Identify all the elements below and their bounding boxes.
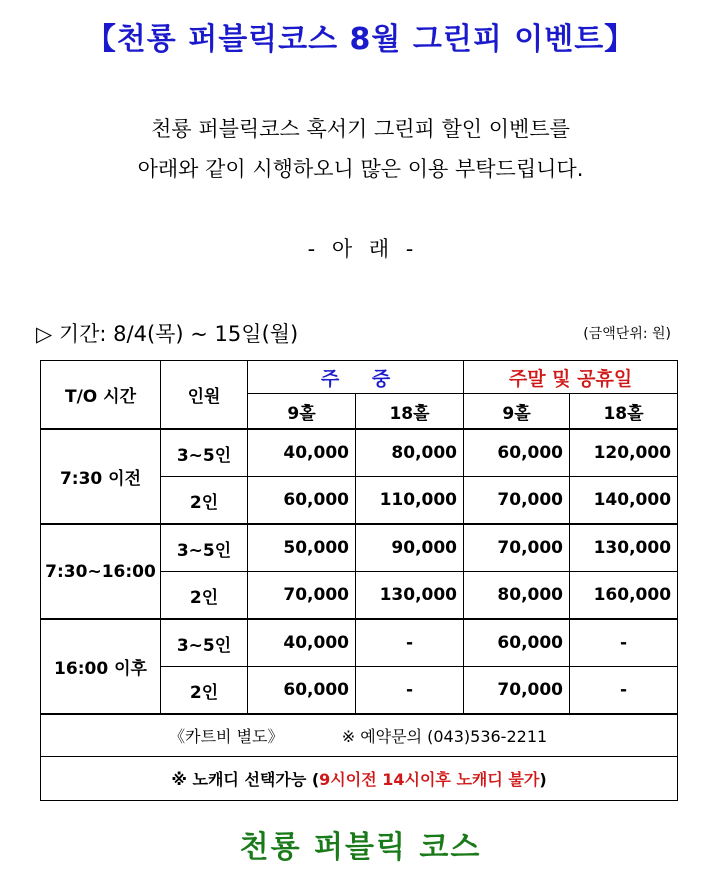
header-weekend-18: 18홀: [570, 394, 678, 430]
price-cell: 130,000: [356, 572, 464, 620]
unit-note: (금액단위: 원): [583, 326, 671, 342]
below-label: - 아 래 -: [307, 237, 414, 261]
price-cell: -: [570, 619, 678, 667]
price-cell: 40,000: [248, 619, 356, 667]
header-weekday-18: 18홀: [356, 394, 464, 430]
intro-line-2: 아래와 같이 시행하오니 많은 이용 부탁드립니다.: [137, 157, 584, 181]
price-cell: 60,000: [248, 667, 356, 715]
time-slot: 16:00 이후: [41, 619, 161, 714]
cart-fee-note: 《카트비 별도》: [169, 727, 284, 746]
header-weekend-9: 9홀: [464, 394, 570, 430]
header-weekday-9: 9홀: [248, 394, 356, 430]
price-cell: -: [356, 619, 464, 667]
caddie-note-suffix: ): [539, 770, 547, 789]
caddie-note-warning: 9시이전 14시이후 노캐디 불가: [319, 770, 540, 789]
header-time: T/O 시간: [41, 361, 161, 430]
price-cell: -: [570, 667, 678, 715]
table-row: [41, 524, 678, 572]
price-cell: 80,000: [356, 429, 464, 477]
reservation-note: ※ 예약문의 (043)536-2211: [341, 727, 548, 746]
price-cell: 160,000: [570, 572, 678, 620]
price-cell: 130,000: [570, 524, 678, 572]
caddie-note-prefix: ※ 노캐디 선택가능 (: [171, 770, 320, 789]
page-title: 【천룡 퍼블릭코스 8월 그린피 이벤트】: [85, 22, 636, 57]
header-weekend: 주말 및 공휴일: [464, 361, 678, 394]
price-cell: 90,000: [356, 524, 464, 572]
people-cell: 2인: [161, 477, 248, 525]
note-row-caddie: [41, 757, 678, 801]
price-cell: 80,000: [464, 572, 570, 620]
time-slot: 7:30~16:00: [41, 524, 161, 619]
table-row: [41, 429, 678, 477]
price-cell: 60,000: [464, 429, 570, 477]
price-cell: 70,000: [464, 667, 570, 715]
price-cell: 60,000: [464, 619, 570, 667]
price-cell: 70,000: [464, 524, 570, 572]
price-cell: 120,000: [570, 429, 678, 477]
intro-line-1: 천룡 퍼블릭코스 혹서기 그린피 할인 이벤트를: [151, 117, 570, 141]
price-cell: 70,000: [248, 572, 356, 620]
price-cell: 140,000: [570, 477, 678, 525]
people-cell: 2인: [161, 572, 248, 620]
price-cell: 50,000: [248, 524, 356, 572]
price-cell: 40,000: [248, 429, 356, 477]
price-cell: 60,000: [248, 477, 356, 525]
people-cell: 3~5인: [161, 429, 248, 477]
price-cell: 70,000: [464, 477, 570, 525]
people-cell: 3~5인: [161, 524, 248, 572]
table-header-row: [41, 361, 678, 394]
footer-brand: 천룡 퍼블릭 코스: [239, 830, 482, 865]
header-weekday: 주 중: [248, 361, 464, 394]
event-period: ▷ 기간: 8/4(목) ~ 15일(월): [36, 322, 299, 346]
price-cell: 110,000: [356, 477, 464, 525]
price-cell: -: [356, 667, 464, 715]
people-cell: 3~5인: [161, 619, 248, 667]
header-people: 인원: [161, 361, 248, 430]
table-row: [41, 619, 678, 667]
people-cell: 2인: [161, 667, 248, 715]
time-slot: 7:30 이전: [41, 429, 161, 524]
caddie-note: [41, 757, 678, 801]
price-table: [40, 360, 678, 801]
note-row-cart: [41, 714, 678, 757]
